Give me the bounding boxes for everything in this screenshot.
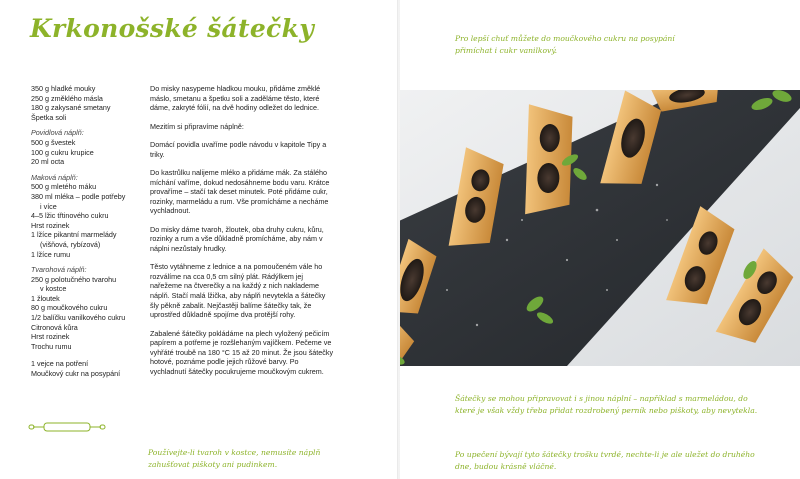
method-paragraph: Do misky nasypeme hladkou mouku, přidáme změklé máslo, smetanu a špetku soli a zaděláme těsto, které dáme, zakryté fólií, na dvě hodiny odležet do lednice. xyxy=(150,84,321,113)
ingredient-heading: Tvarohová náplň: xyxy=(31,265,87,275)
method-text xyxy=(150,84,335,385)
ingredient-item: 100 g cukru krupice xyxy=(31,147,94,157)
ingredient-item: 4–5 lžic třtinového cukru xyxy=(31,211,109,221)
tip-vanilla-sugar: Pro lepší chuť můžete do moučkového cukru na posypání přimíchat i cukr vanilkový. xyxy=(455,34,675,55)
ingredient-item: 500 g švestek xyxy=(31,137,76,147)
ingredient-item: 1 žloutek xyxy=(31,293,60,303)
recipe-title: Krkonošské šátečky xyxy=(30,14,315,43)
method-paragraph: Mezitím si připravíme náplně: xyxy=(150,121,244,131)
ingredient-item: i více xyxy=(40,201,57,211)
ingredient-spacer xyxy=(31,351,143,359)
method-paragraph: Domácí povidla uvaříme podle návodu v kapitole Tipy a triky. xyxy=(150,139,327,159)
ingredient-item: 20 ml octa xyxy=(31,157,65,167)
ingredient-item: 250 g změklého másla xyxy=(31,93,103,103)
tip-resting: Po upečení bývají tyto šátečky trošku tvrdé, nechte-li je ale uležet do druhého dne, budou krásně vláčné. xyxy=(455,450,755,471)
ingredient-item: 1 lžíce rumu xyxy=(31,249,71,259)
right-page xyxy=(400,0,800,479)
ingredient-heading: Maková náplň: xyxy=(31,172,78,182)
tip-marmalade-filling: Šátečky se mohou připravovat i s jinou náplní – například s marmeládou, do které je však vždy třeba přidat rozdrobený perník nebo piškoty, aby nevytekla. xyxy=(455,394,758,415)
ingredients-list xyxy=(31,84,143,379)
method-paragraph: Těsto vytáhneme z lednice a na pomoučeném vále ho rozválíme na cca 0,5 cm silný plát. Rádýlkem jej nařežeme na čtverečky a na každý z nich naklademe náplň. Stačí malá lžička, aby náplň nevytekla a šátečky šly pěkně zabalit. Nejčastěji balíme šátečky tak, že uprostřed důkladně spojíme dva protější rohy. xyxy=(150,262,326,320)
left-page xyxy=(0,0,398,479)
ingredient-item: (višňová, rybízová) xyxy=(40,239,101,249)
ingredient-item: Špetka soli xyxy=(31,112,67,122)
method-paragraph: Do misky dáme tvaroh, žloutek, oba druhy cukru, kůru, rozinky a rum a vše důkladně promícháme, aby nám v náplni nezůstaly hrudky. xyxy=(150,224,324,253)
ingredient-item: 500 g mletého máku xyxy=(31,182,97,192)
ingredient-item: Hrst rozinek xyxy=(31,220,70,230)
ingredient-item: 350 g hladké mouky xyxy=(31,84,96,93)
method-paragraph: Do kastrůlku nalijeme mléko a přidáme mák. Za stálého míchání vaříme, dokud nedosáhneme bodu varu. Krátce provaříme – stačí tak deset minutek. Poté přidáme cukr, rozinky, marmeládu a rum. Vše promícháme a necháme vychladnout. xyxy=(150,167,330,216)
ingredient-item: 1/2 balíčku vanilkového cukru xyxy=(31,313,126,323)
ingredient-item: Trochu rumu xyxy=(31,341,72,351)
ingredient-item: Hrst rozinek xyxy=(31,332,70,342)
rolling-pin-icon xyxy=(28,420,106,434)
ingredient-item: 380 ml mléka – podle potřeby xyxy=(31,191,126,201)
ingredient-item: 1 lžíce pikantní marmelády xyxy=(31,230,117,240)
ingredient-item: Moučkový cukr na posypání xyxy=(31,369,121,379)
pastry-photo xyxy=(400,90,800,366)
tip-cottage-cheese: Používejte-li tvaroh v kostce, nemusíte náplň zahušťovat piškoty ani pudinkem. xyxy=(148,448,321,469)
ingredient-item: 180 g zakysané smetany xyxy=(31,103,111,113)
method-paragraph: Zabalené šátečky pokládáme na plech vyložený pečicím papírem a potřeme je rozšlehaným vajíčkem. Pečeme ve vyhřáté troubě na 180 °C 15 až 20 minut. Že jsou šátečky hotové, poznáme podle jejich růžové barvy. Po vychladnutí šátečky pocukrujeme moučkovým cukrem. xyxy=(150,328,334,377)
ingredient-item: 80 g moučkového cukru xyxy=(31,303,108,313)
ingredient-item: Citronová kůra xyxy=(31,322,78,332)
ingredient-heading: Povidlová náplň: xyxy=(31,128,84,138)
ingredient-item: v kostce xyxy=(40,284,67,294)
ingredient-item: 250 g polotučného tvarohu xyxy=(31,274,117,284)
ingredient-item: 1 vejce na potření xyxy=(31,359,89,369)
